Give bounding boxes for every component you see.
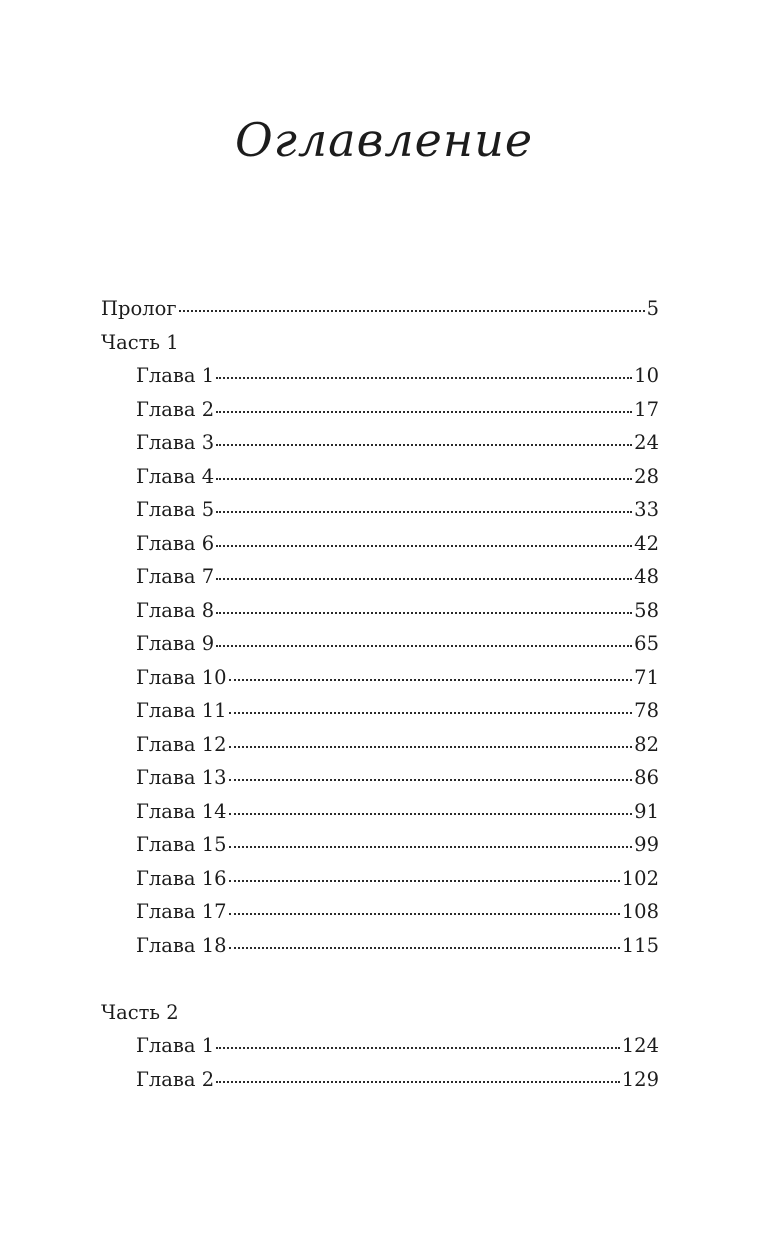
toc-entry-label: Глава 2: [136, 1067, 215, 1091]
toc-entry-label: Глава 7: [136, 565, 215, 588]
toc-entry-label: Глава 11: [136, 699, 227, 722]
dot-leader: [229, 913, 620, 915]
dot-leader: [216, 511, 632, 513]
dot-leader: [229, 846, 633, 848]
toc-entry-page: 91: [634, 799, 659, 823]
dot-leader: [216, 545, 632, 547]
toc-entry-chapter[interactable]: [101, 862, 659, 896]
toc-entry-page: 99: [634, 833, 659, 856]
toc-entry-label: Пролог: [101, 297, 177, 320]
dot-leader: [229, 880, 620, 882]
toc-entry-label: Глава 8: [136, 598, 215, 622]
toc-entry-page: 28: [634, 464, 659, 488]
toc-entry-label: Глава 3: [136, 431, 215, 454]
toc-entry-page: 65: [634, 632, 659, 655]
toc-entry-chapter[interactable]: [101, 560, 659, 594]
toc-entry-page: 129: [621, 1067, 659, 1091]
toc-entry-page: 33: [634, 498, 659, 521]
toc-entry-page: 82: [634, 732, 659, 756]
dot-leader: [229, 712, 633, 714]
table-of-contents: [101, 292, 659, 1096]
toc-entry-chapter[interactable]: [101, 795, 659, 829]
toc-entry-chapter[interactable]: [101, 460, 659, 494]
toc-entry-page: 5: [646, 297, 659, 320]
toc-entry-label: Глава 1: [136, 1034, 215, 1057]
dot-leader: [216, 444, 632, 446]
toc-entry-label: Глава 5: [136, 498, 215, 521]
toc-entry-chapter[interactable]: [101, 828, 659, 862]
toc-part-heading[interactable]: [101, 996, 659, 1030]
toc-entry-chapter[interactable]: [101, 359, 659, 393]
toc-entry-page: 102: [621, 866, 659, 890]
toc-part-heading[interactable]: [101, 326, 659, 360]
toc-entry-prologue[interactable]: [101, 292, 659, 326]
dot-leader: [216, 478, 632, 480]
toc-entry-chapter[interactable]: [101, 694, 659, 728]
toc-entry-chapter[interactable]: [101, 493, 659, 527]
toc-entry-page: 42: [634, 531, 659, 555]
toc-entry-label: Глава 1: [136, 364, 215, 387]
dot-leader: [216, 612, 632, 614]
toc-entry-label: Глава 6: [136, 531, 215, 555]
dot-leader: [216, 578, 632, 580]
toc-entry-page: 124: [621, 1034, 659, 1057]
toc-entry-label: Глава 12: [136, 732, 227, 756]
toc-entry-page: 58: [634, 598, 659, 622]
toc-entry-page: 78: [634, 699, 659, 722]
toc-entry-chapter[interactable]: [101, 1063, 659, 1097]
toc-entry-page: 48: [634, 565, 659, 588]
page-title: Оглавление: [234, 113, 534, 167]
toc-entry-chapter[interactable]: [101, 661, 659, 695]
dot-leader: [179, 310, 645, 312]
toc-entry-page: 86: [634, 766, 659, 789]
toc-entry-label: Глава 16: [136, 866, 227, 890]
toc-entry-chapter[interactable]: [101, 594, 659, 628]
toc-entry-label: Глава 10: [136, 665, 227, 689]
toc-entry-chapter[interactable]: [101, 929, 659, 963]
section-spacer: [101, 962, 659, 996]
toc-part-label: Часть 2: [101, 1000, 179, 1024]
dot-leader: [229, 746, 633, 748]
toc-entry-chapter[interactable]: [101, 393, 659, 427]
toc-entry-chapter[interactable]: [101, 1029, 659, 1063]
toc-entry-label: Глава 13: [136, 766, 227, 789]
dot-leader: [216, 1047, 620, 1049]
toc-entry-label: Глава 2: [136, 397, 215, 421]
dot-leader: [216, 377, 632, 379]
toc-entry-page: 24: [634, 431, 659, 454]
toc-entry-page: 17: [634, 397, 659, 421]
toc-entry-label: Глава 17: [136, 900, 227, 923]
toc-part-label: Часть 1: [101, 330, 179, 354]
toc-entry-chapter[interactable]: [101, 527, 659, 561]
toc-entry-label: Глава 18: [136, 933, 227, 957]
toc-entry-chapter[interactable]: [101, 895, 659, 929]
toc-entry-label: Глава 14: [136, 799, 227, 823]
dot-leader: [216, 1081, 620, 1083]
dot-leader: [229, 679, 633, 681]
toc-entry-chapter[interactable]: [101, 627, 659, 661]
toc-entry-chapter[interactable]: [101, 426, 659, 460]
dot-leader: [229, 779, 633, 781]
toc-entry-label: Глава 9: [136, 632, 215, 655]
toc-entry-label: Глава 15: [136, 833, 227, 856]
toc-entry-page: 10: [634, 364, 659, 387]
toc-entry-label: Глава 4: [136, 464, 215, 488]
dot-leader: [229, 947, 620, 949]
toc-entry-chapter[interactable]: [101, 728, 659, 762]
dot-leader: [216, 645, 632, 647]
toc-entry-page: 108: [621, 900, 659, 923]
toc-entry-page: 115: [621, 933, 659, 957]
dot-leader: [229, 813, 633, 815]
toc-entry-chapter[interactable]: [101, 761, 659, 795]
dot-leader: [216, 411, 632, 413]
toc-entry-page: 71: [634, 665, 659, 689]
